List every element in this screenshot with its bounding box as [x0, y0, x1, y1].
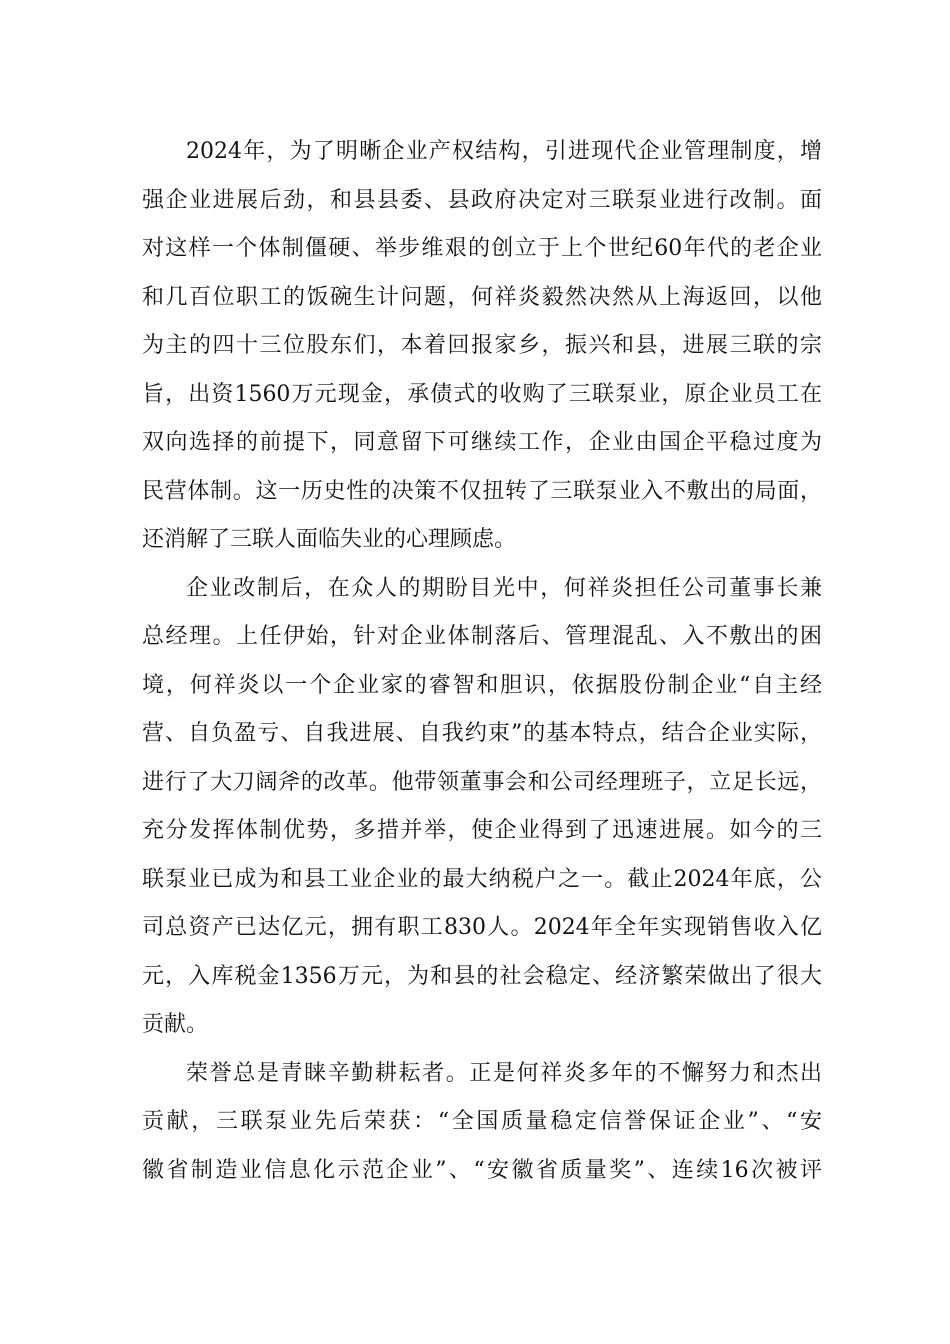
paragraph-line: 强企业进展后劲，和县县委、县政府决定对三联泵业进行改制。面 [142, 187, 822, 213]
paragraph-line: 司总资产已达亿元，拥有职工830人。2024年全年实现销售收入亿 [142, 915, 822, 940]
document-body [142, 128, 822, 1195]
paragraph-1 [142, 128, 822, 565]
paragraph-line: 贡献。 [142, 1012, 209, 1037]
paragraph-line: 元，入库税金1356万元，为和县的社会稳定、经济繁荣做出了很大 [142, 963, 822, 989]
paragraph-line: 充分发挥体制优势，多措并举，使企业得到了迅速进展。如今的三 [142, 818, 822, 843]
paragraph-line: 2024年，为了明晰企业产权结构，引进现代企业管理制度，增 [186, 139, 822, 164]
paragraph-line: 双向选择的前提下，同意留下可继续工作，企业由国企平稳过度为 [142, 430, 822, 455]
paragraph-line: 总经理。上任伊始，针对企业体制落后、管理混乱、入不敷出的困 [142, 624, 822, 649]
paragraph-line: 为主的四十三位股东们，本着回报家乡，振兴和县，进展三联的宗 [142, 333, 822, 358]
paragraph-line: 对这样一个体制僵硬、举步维艰的创立于上个世纪60年代的老企业 [142, 236, 822, 261]
paragraph-line: 贡献，三联泵业先后荣获：“全国质量稳定信誉保证企业”、“安 [142, 1109, 822, 1134]
paragraph-line: 联泵业已成为和县工业企业的最大纳税户之一。截止2024年底，公 [142, 866, 822, 892]
paragraph-line: 进行了大刀阔斧的改革。他带领董事会和公司经理班子，立足长远， [142, 769, 822, 795]
paragraph-line: 民营体制。这一历史性的决策不仅扭转了三联泵业入不敷出的局面， [142, 478, 822, 504]
paragraph-line: 营、自负盈亏、自我进展、自我约束”的基本特点，结合企业实际， [142, 721, 822, 746]
paragraph-line: 境，何祥炎以一个企业家的睿智和胆识，依据股份制企业“自主经 [142, 672, 822, 698]
paragraph-3 [142, 1050, 822, 1196]
paragraph-line: 和几百位职工的饭碗生计问题，何祥炎毅然决然从上海返回，以他 [142, 284, 822, 310]
paragraph-line: 旨，出资1560万元现金，承债式的收购了三联泵业，原企业员工在 [142, 381, 822, 407]
paragraph-line: 荣誉总是青睐辛勤耕耘者。正是何祥炎多年的不懈努力和杰出 [186, 1060, 822, 1086]
paragraph-line: 徽省制造业信息化示范企业”、“安徽省质量奖”、连续16次被评 [142, 1157, 822, 1183]
paragraph-line: 企业改制后，在众人的期盼目光中，何祥炎担任公司董事长兼 [186, 575, 822, 601]
paragraph-line: 还消解了三联人面临失业的心理顾虑。 [142, 527, 517, 552]
paragraph-2 [142, 565, 822, 1050]
